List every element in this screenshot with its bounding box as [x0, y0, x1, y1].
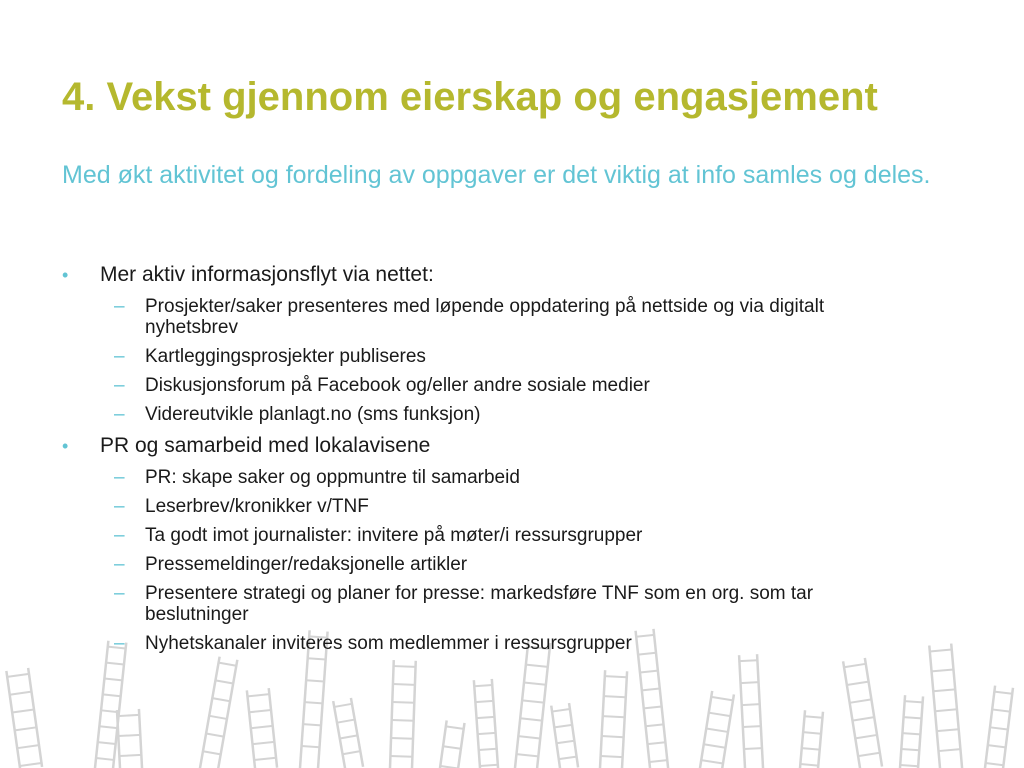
ladder-shape — [600, 670, 627, 768]
ladder-shape — [117, 709, 142, 768]
sub-bullet-marker: – — [114, 496, 125, 517]
sub-bullet-item — [62, 554, 982, 575]
sub-bullet-text: Nyhetskanaler inviteres som medlemmer i ressursgrupper — [145, 633, 632, 654]
sub-bullet-marker: – — [114, 554, 125, 575]
ladder-shape — [900, 695, 923, 768]
sub-bullet-item — [62, 296, 982, 338]
ladder-shape — [200, 657, 238, 768]
sub-bullet-text: Kartleggingsprosjekter publiseres — [145, 346, 426, 367]
sub-bullet-marker: – — [114, 633, 125, 654]
ladder-shape — [440, 720, 465, 768]
bullet-item — [62, 433, 982, 459]
sub-bullet-text: Presentere strategi og planer for presse: markedsføre TNF som en org. som tar beslutninger — [145, 583, 814, 625]
sub-bullet-item — [62, 496, 982, 517]
sub-bullet-text: Videreutvikle planlagt.no (sms funksjon) — [145, 404, 481, 425]
bullet-list — [62, 262, 982, 662]
bullet-marker: • — [62, 436, 69, 456]
bullet-marker: • — [62, 265, 69, 285]
ladder-shape — [800, 710, 823, 768]
slide-subtitle: Med økt aktivitet og fordeling av oppgaver er det viktig at info samles og deles. — [62, 161, 931, 189]
ladder-shape — [739, 654, 763, 768]
sub-bullet-item — [62, 404, 982, 425]
ladder-shape — [929, 644, 962, 768]
ladder-shape — [333, 698, 363, 768]
bullet-text: PR og samarbeid med lokalavisene — [100, 434, 431, 457]
ladder-shape — [551, 703, 578, 768]
sub-bullet-text: Pressemeldinger/redaksjonelle artikler — [145, 554, 468, 575]
sub-bullet-marker: – — [114, 467, 125, 488]
ladder-shape — [247, 688, 277, 768]
sub-bullet-text: Diskusjonsforum på Facebook og/eller andre sosiale medier — [145, 375, 650, 396]
sub-bullet-item — [62, 525, 982, 546]
ladder-shape — [700, 691, 734, 768]
sub-bullet-text: Prosjekter/saker presenteres med løpende oppdatering på nettside og via digitalt nyhetsbrev — [145, 296, 825, 338]
sub-bullet-item — [62, 346, 982, 367]
sub-bullet-marker: – — [114, 375, 125, 396]
bullet-item — [62, 262, 982, 288]
ladder-shape — [474, 679, 498, 768]
sub-bullet-item — [62, 375, 982, 396]
ladder-shape — [985, 686, 1013, 768]
sub-bullet-marker: – — [114, 583, 125, 604]
ladder-shape — [390, 660, 416, 768]
sub-bullet-marker: – — [114, 296, 125, 317]
sub-bullet-marker: – — [114, 346, 125, 367]
sub-bullet-item — [62, 583, 982, 625]
sub-bullet-text: Leserbrev/kronikker v/TNF — [145, 496, 369, 517]
sub-bullet-marker: – — [114, 404, 125, 425]
sub-bullet-text: PR: skape saker og oppmuntre til samarbeid — [145, 467, 520, 488]
sub-bullet-item — [62, 633, 982, 654]
sub-bullet-marker: – — [114, 525, 125, 546]
ladder-shape — [843, 658, 882, 768]
sub-bullet-text: Ta godt imot journalister: invitere på møter/i ressursgrupper — [145, 525, 643, 546]
slide-title: 4. Vekst gjennom eierskap og engasjement — [62, 75, 878, 119]
ladder-shape — [6, 668, 42, 768]
bullet-text: Mer aktiv informasjonsflyt via nettet: — [100, 263, 434, 286]
sub-bullet-item — [62, 467, 982, 488]
